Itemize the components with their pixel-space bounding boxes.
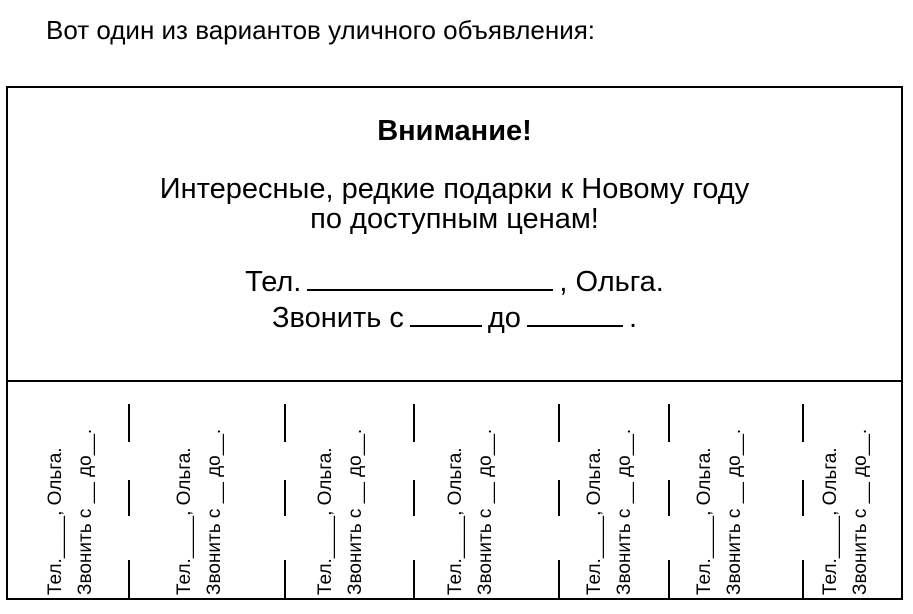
cut-line [558,560,560,598]
ad-body-line-2: по доступным ценам! [310,203,599,235]
strip-phone-line: Тел.____, Ольга. [820,447,841,595]
intro-text: Вот один из вариантов уличного объявления: [46,15,596,45]
cut-line [668,480,670,516]
cut-line [802,480,804,516]
strip-call-time-line: Звонить с __ до__. [724,428,745,595]
call-from-blank [410,301,482,327]
strip-phone-line: Тел.____, Ольга. [694,447,715,595]
call-to-blank [527,301,623,327]
strip-phone-line: Тел.____, Ольга. [174,447,195,595]
strip-call-time-line: Звонить с __ до__. [75,428,96,595]
cut-line [558,480,560,516]
tear-off-strip [781,382,911,598]
ad-phone-line [8,264,901,300]
cut-line [413,480,415,516]
tear-off-strips [8,382,901,598]
call-time-end: . [628,302,637,334]
strip-phone-line: Тел.____, Ольга. [45,447,66,595]
strip-text [580,385,640,595]
strip-text [441,385,501,595]
strip-call-time-line: Звонить с __ до__. [475,428,496,595]
strip-call-time-line: Звонить с __ до__. [204,428,225,595]
cut-line [802,560,804,598]
tear-off-strip [135,382,265,598]
cut-line [413,404,415,442]
strip-text [690,385,750,595]
tear-off-strip [276,382,406,598]
cut-line [668,560,670,598]
cut-line [558,404,560,442]
ad-headline: Внимание! [377,115,532,147]
strip-phone-line: Тел.____, Ольга. [584,447,605,595]
phone-blank [307,265,553,291]
cut-line [802,404,804,442]
cut-line [284,480,286,516]
phone-label: Тел. [245,266,302,298]
ad-body-line-1: Интересные, редкие подарки к Новому году [159,173,750,205]
ad-main-panel [8,88,901,382]
tear-off-strip [6,382,136,598]
cut-line [128,560,130,598]
cut-line [284,404,286,442]
strip-phone-line: Тел.____, Ольга. [315,447,336,595]
cut-line [668,404,670,442]
strip-text [41,385,101,595]
strip-call-time-line: Звонить с __ до__. [850,428,871,595]
tear-off-strip [655,382,785,598]
contact-name: , Ольга. [559,266,664,298]
ad-body [8,174,901,234]
strip-text [816,385,876,595]
call-to-label: до [487,302,521,334]
call-from-label: Звонить с [271,302,404,334]
strip-call-time-line: Звонить с __ до__. [614,428,635,595]
cut-line [413,560,415,598]
strip-text [311,385,371,595]
strip-text [170,385,230,595]
ad-contact [8,264,901,336]
cut-line [128,480,130,516]
tear-off-strip [406,382,536,598]
ad-call-time-line [8,300,901,336]
strip-call-time-line: Звонить с __ до__. [345,428,366,595]
street-ad [6,86,903,600]
strip-phone-line: Тел.____, Ольга. [445,447,466,595]
cut-line [128,404,130,442]
cut-line [284,560,286,598]
